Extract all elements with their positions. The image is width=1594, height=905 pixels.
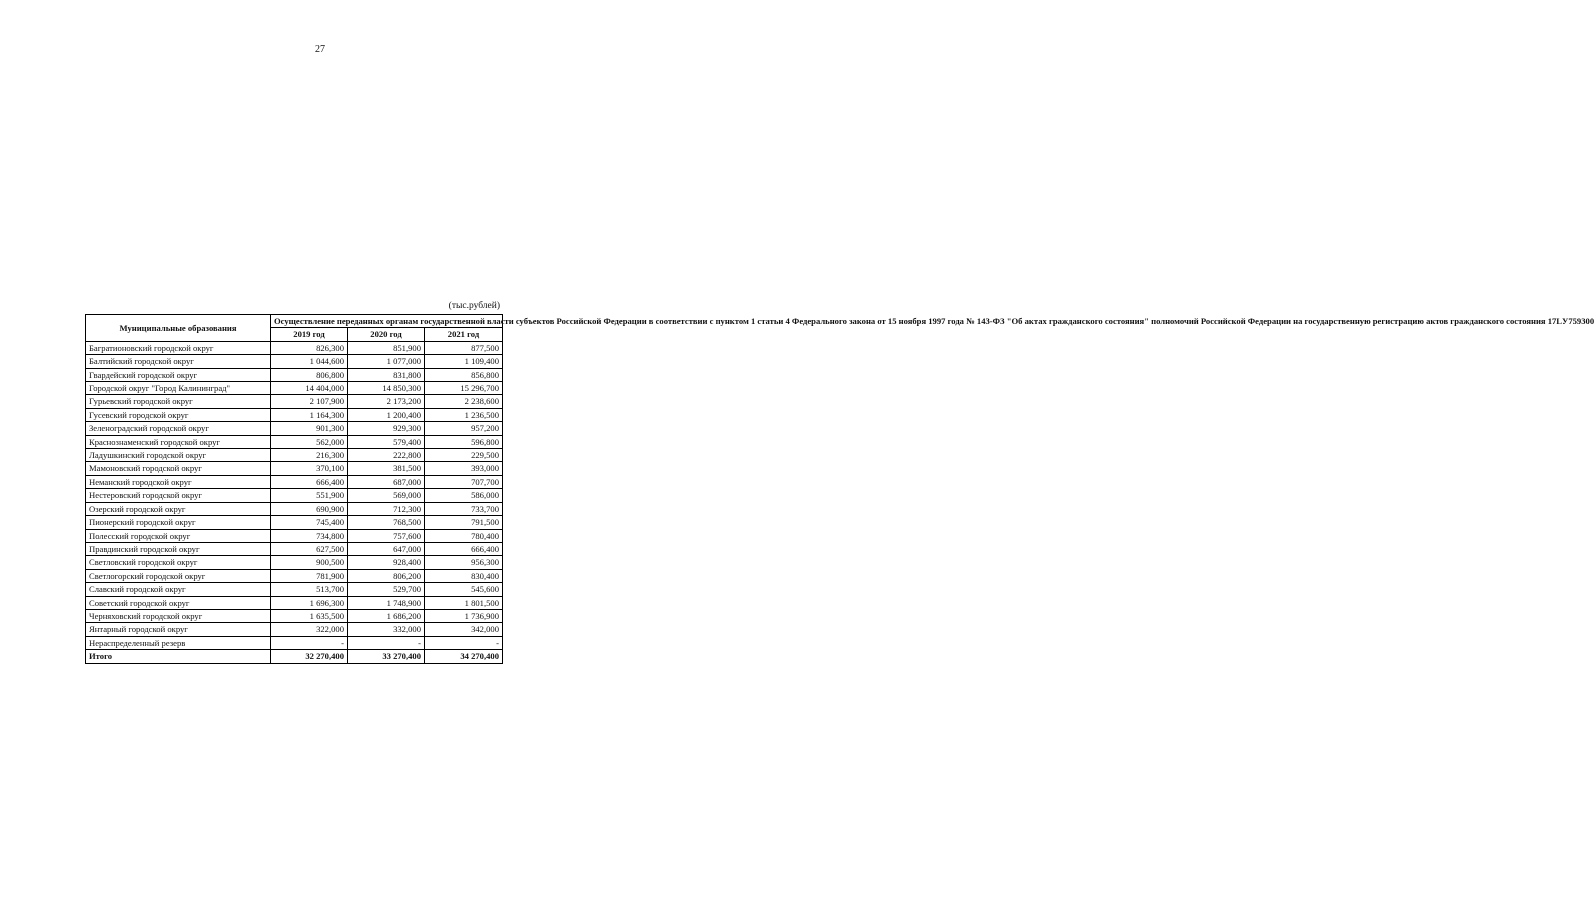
value-2019: 900,500 xyxy=(271,556,348,569)
value-2020: 1 077,000 xyxy=(348,355,425,368)
total-label: Итого xyxy=(86,650,271,663)
value-2020: 1 200,400 xyxy=(348,408,425,421)
value-2019: 781,900 xyxy=(271,569,348,582)
value-2021: 1 236,500 xyxy=(425,408,503,421)
total-value-2021: 34 270,400 xyxy=(425,650,503,663)
table-row xyxy=(86,583,503,596)
municipality-name: Светловский городской округ xyxy=(86,556,271,569)
municipality-name: Гусевский городской округ xyxy=(86,408,271,421)
value-2021: 877,500 xyxy=(425,341,503,354)
municipality-name: Озерский городской округ xyxy=(86,502,271,515)
description-header: Осуществление переданных органам государственной власти субъектов Российской Федерации в соответствии с пунктом 1 статьи 4 Федерального закона от 15 ноября 1997 года № 143-ФЗ "Об актах гражданского состояния" полномочий Российской Федерации на государственную регистрацию актов гражданского состояния 17LУ759300 xyxy=(271,315,503,328)
value-2021: 342,000 xyxy=(425,623,503,636)
municipality-name: Светлогорский городской округ xyxy=(86,569,271,582)
value-2021: 957,200 xyxy=(425,422,503,435)
municipality-name: Городской округ "Город Калининград" xyxy=(86,382,271,395)
municipality-name: Мамоновский городской округ xyxy=(86,462,271,475)
table-row xyxy=(86,355,503,368)
table-row xyxy=(86,596,503,609)
value-2020: 222,800 xyxy=(348,449,425,462)
value-2020: 579,400 xyxy=(348,435,425,448)
value-2019: 745,400 xyxy=(271,516,348,529)
value-2019: 734,800 xyxy=(271,529,348,542)
value-2019: 562,000 xyxy=(271,435,348,448)
value-2020: 1 748,900 xyxy=(348,596,425,609)
value-2020: 1 686,200 xyxy=(348,609,425,622)
value-2021: 666,400 xyxy=(425,542,503,555)
value-2020: 2 173,200 xyxy=(348,395,425,408)
value-2020: 929,300 xyxy=(348,422,425,435)
value-2019: 370,100 xyxy=(271,462,348,475)
value-2020: 831,800 xyxy=(348,368,425,381)
year-header-2020: 2020 год xyxy=(348,328,425,341)
table-row xyxy=(86,368,503,381)
value-2020: 768,500 xyxy=(348,516,425,529)
municipality-name: Краснознаменский городской округ xyxy=(86,435,271,448)
year-header-2019: 2019 год xyxy=(271,328,348,341)
value-2021: 856,800 xyxy=(425,368,503,381)
table-row xyxy=(86,395,503,408)
municipality-name: Нестеровский городской округ xyxy=(86,489,271,502)
table-row xyxy=(86,529,503,542)
municipality-name: Балтийский городской округ xyxy=(86,355,271,368)
value-2019: 14 404,000 xyxy=(271,382,348,395)
value-2021: 229,500 xyxy=(425,449,503,462)
value-2019: 551,900 xyxy=(271,489,348,502)
table-row xyxy=(86,408,503,421)
value-2019: 513,700 xyxy=(271,583,348,596)
value-2021: 2 238,600 xyxy=(425,395,503,408)
municipality-name: Правдинский городской округ xyxy=(86,542,271,555)
value-2019: 901,300 xyxy=(271,422,348,435)
table-row xyxy=(86,623,503,636)
value-2021: 586,000 xyxy=(425,489,503,502)
value-2020: 569,000 xyxy=(348,489,425,502)
value-2020: 712,300 xyxy=(348,502,425,515)
value-2019: 627,500 xyxy=(271,542,348,555)
municipality-name: Неманский городской округ xyxy=(86,475,271,488)
municipality-name: Славский городской округ xyxy=(86,583,271,596)
value-2019: 322,000 xyxy=(271,623,348,636)
value-2020: 806,200 xyxy=(348,569,425,582)
value-2019: 826,300 xyxy=(271,341,348,354)
value-2020: 851,900 xyxy=(348,341,425,354)
value-2020: 647,000 xyxy=(348,542,425,555)
table-row xyxy=(86,502,503,515)
value-2019: 1 164,300 xyxy=(271,408,348,421)
municipality-name: Полесский городской округ xyxy=(86,529,271,542)
municipality-name: Ладушкинский городской округ xyxy=(86,449,271,462)
value-2019: 1 044,600 xyxy=(271,355,348,368)
table-row xyxy=(86,449,503,462)
municipality-name: Советский городской округ xyxy=(86,596,271,609)
value-2019: 690,900 xyxy=(271,502,348,515)
value-2020: 14 850,300 xyxy=(348,382,425,395)
table-row xyxy=(86,475,503,488)
total-row xyxy=(86,650,503,663)
value-2021: 1 801,500 xyxy=(425,596,503,609)
table-row xyxy=(86,609,503,622)
table-body xyxy=(86,341,503,663)
value-2021: 1 736,900 xyxy=(425,609,503,622)
municipality-name: Гвардейский городской округ xyxy=(86,368,271,381)
municipality-name: Пионерский городской округ xyxy=(86,516,271,529)
value-2021: 15 296,700 xyxy=(425,382,503,395)
value-2019: 1 696,300 xyxy=(271,596,348,609)
year-header-2021: 2021 год xyxy=(425,328,503,341)
total-value-2020: 33 270,400 xyxy=(348,650,425,663)
table-row xyxy=(86,422,503,435)
table-row xyxy=(86,341,503,354)
municipality-name: Янтарный городской округ xyxy=(86,623,271,636)
value-2021: 830,400 xyxy=(425,569,503,582)
value-2020: 687,000 xyxy=(348,475,425,488)
value-2020: - xyxy=(348,636,425,649)
municipality-name: Багратионовский городской округ xyxy=(86,341,271,354)
table-row xyxy=(86,382,503,395)
municipality-name: Зеленоградский городской округ xyxy=(86,422,271,435)
value-2021: 393,000 xyxy=(425,462,503,475)
total-value-2019: 32 270,400 xyxy=(271,650,348,663)
page-number: 27 xyxy=(315,44,325,55)
table-row xyxy=(86,636,503,649)
municipality-name: Черняховский городской округ xyxy=(86,609,271,622)
table-row xyxy=(86,489,503,502)
value-2021: - xyxy=(425,636,503,649)
municipality-header: Муниципальные образования xyxy=(86,315,271,342)
value-2021: 791,500 xyxy=(425,516,503,529)
value-2021: 707,700 xyxy=(425,475,503,488)
value-2020: 757,600 xyxy=(348,529,425,542)
value-2021: 956,300 xyxy=(425,556,503,569)
value-2020: 381,500 xyxy=(348,462,425,475)
value-2019: 806,800 xyxy=(271,368,348,381)
municipality-name: Нераспределенный резерв xyxy=(86,636,271,649)
value-2020: 529,700 xyxy=(348,583,425,596)
table-row xyxy=(86,556,503,569)
units-note: (тыс.рублей) xyxy=(448,301,500,311)
table-row xyxy=(86,435,503,448)
table-row xyxy=(86,516,503,529)
value-2021: 545,600 xyxy=(425,583,503,596)
value-2019: 216,300 xyxy=(271,449,348,462)
municipality-name: Гурьевский городской округ xyxy=(86,395,271,408)
value-2021: 780,400 xyxy=(425,529,503,542)
value-2019: - xyxy=(271,636,348,649)
budget-table xyxy=(85,314,1594,664)
value-2021: 1 109,400 xyxy=(425,355,503,368)
value-2019: 2 107,900 xyxy=(271,395,348,408)
table-row xyxy=(86,462,503,475)
value-2021: 596,800 xyxy=(425,435,503,448)
value-2019: 666,400 xyxy=(271,475,348,488)
value-2020: 928,400 xyxy=(348,556,425,569)
value-2020: 332,000 xyxy=(348,623,425,636)
value-2021: 733,700 xyxy=(425,502,503,515)
table-row xyxy=(86,569,503,582)
table-row xyxy=(86,542,503,555)
value-2019: 1 635,500 xyxy=(271,609,348,622)
